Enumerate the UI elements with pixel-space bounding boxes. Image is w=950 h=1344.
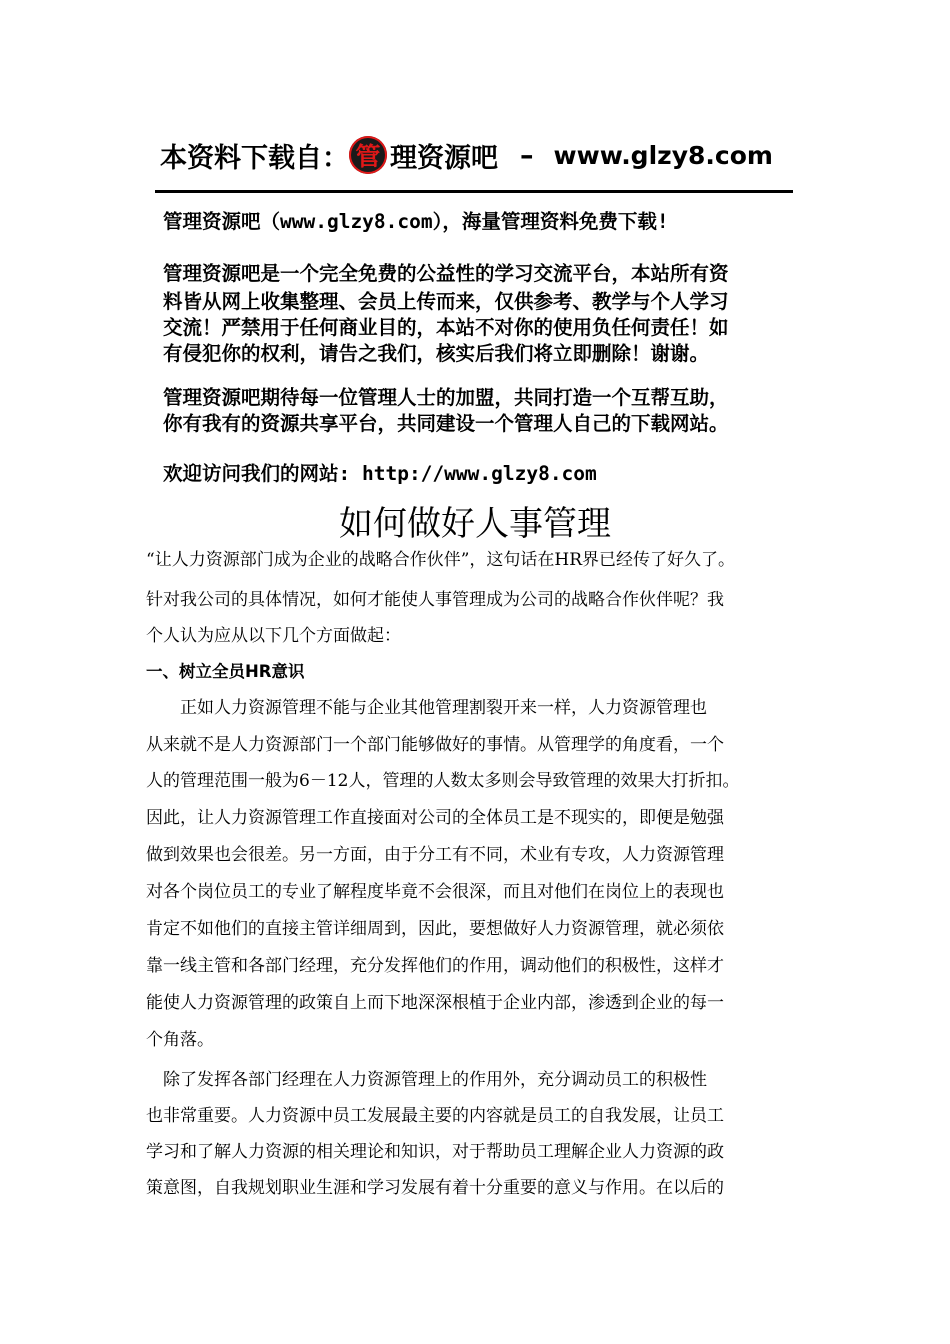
section-heading: 一、树立全员HR意识 [146, 662, 305, 681]
notice-visit-line: 欢迎访问我们的网站: http://www.glzy8.com [163, 462, 597, 485]
paragraph-line: 能使人力资源管理的政策自上而下地深深根植于企业内部，渗透到企业的每一 [146, 993, 724, 1013]
notice-para2-line: 料皆从网上收集整理、会员上传而来，仅供参考、教学与个人学习 [163, 290, 729, 313]
notice-para2-line: 交流！严禁用于任何商业目的，本站不对你的使用负任何责任！如 [163, 316, 729, 339]
paragraph-line: 对各个岗位员工的专业了解程度毕竟不会很深，而且对他们在岗位上的表现也 [146, 882, 724, 902]
paragraph-line: 肯定不如他们的直接主管详细周到，因此，要想做好人力资源管理，就必须依 [146, 919, 724, 939]
intro-line: 个人认为应从以下几个方面做起： [146, 626, 401, 646]
intro-line: “让人力资源部门成为企业的战略合作伙伴”，这句话在HR界已经传了好久了。 [146, 550, 736, 570]
logo-seal-icon: 管 [349, 136, 387, 174]
banner-url: www.glzy8.com [553, 140, 773, 170]
notice-para3-line: 你有我有的资源共享平台，共同建设一个管理人自己的下载网站。 [163, 412, 729, 435]
paragraph-line: 学习和了解人力资源的相关理论和知识，对于帮助员工理解企业人力资源的政 [146, 1142, 724, 1162]
notice-para2-line: 有侵犯你的权利，请告之我们，核实后我们将立即删除！谢谢。 [163, 342, 710, 365]
paragraph-line: 因此，让人力资源管理工作直接面对公司的全体员工是不现实的，即便是勉强 [146, 808, 724, 828]
paragraph-line: 除了发挥各部门经理在人力资源管理上的作用外，充分调动员工的积极性 [146, 1070, 707, 1090]
paragraph-line: 靠一线主管和各部门经理，充分发挥他们的作用，调动他们的积极性，这样才 [146, 956, 724, 976]
banner-site-name: 理资源吧 [390, 142, 498, 174]
intro-line: 针对我公司的具体情况，如何才能使人事管理成为公司的战略合作伙伴呢？我 [146, 590, 724, 610]
notice-para2-line: 管理资源吧是一个完全免费的公益性的学习交流平台，本站所有资 [163, 262, 729, 285]
banner-prefix: 本资料下载自： [160, 142, 349, 174]
article-title: 如何做好人事管理 [339, 504, 611, 544]
source-banner [160, 132, 800, 178]
paragraph-line: 人的管理范围一般为6－12人，管理的人数太多则会导致管理的效果大打折扣。 [146, 771, 740, 791]
banner-dash: – [520, 139, 534, 171]
paragraph-line: 从来就不是人力资源部门一个部门能够做好的事情。从管理学的角度看，一个 [146, 735, 724, 755]
paragraph-line: 策意图，自我规划职业生涯和学习发展有着十分重要的意义与作用。在以后的 [146, 1178, 724, 1198]
paragraph-line: 个角落。 [146, 1030, 214, 1050]
paragraph-line: 也非常重要。人力资源中员工发展最主要的内容就是员工的自我发展，让员工 [146, 1106, 724, 1126]
notice-para3-line: 管理资源吧期待每一位管理人士的加盟，共同打造一个互帮互助， [163, 386, 729, 409]
notice-line-1: 管理资源吧（www.glzy8.com），海量管理资料免费下载! [163, 210, 669, 233]
banner-divider [155, 190, 793, 193]
paragraph-line: 正如人力资源管理不能与企业其他管理割裂开来一样，人力资源管理也 [146, 698, 707, 718]
paragraph-line: 做到效果也会很差。另一方面，由于分工有不同，术业有专攻，人力资源管理 [146, 845, 724, 865]
